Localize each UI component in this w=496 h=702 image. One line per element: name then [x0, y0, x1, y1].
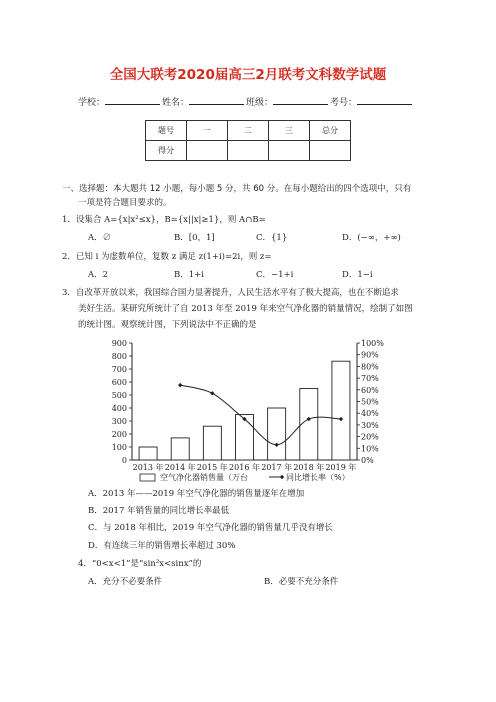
- right-tick-label: 60%: [361, 385, 379, 395]
- left-tick-label: 0: [121, 456, 127, 465]
- q2-option-b: B．1+i: [174, 270, 204, 280]
- sales-bar: [171, 438, 189, 460]
- sales-bar: [236, 415, 254, 461]
- q1-option-d: D．(−∞，+∞): [342, 233, 401, 243]
- score-cell: [228, 141, 269, 161]
- right-tick-label: 20%: [361, 432, 379, 442]
- section1-heading-line1: 一、选择题：本大题共 12 小题，每小题 5 分，共 60 分。在每小题给出的四个选项中，只有: [62, 184, 412, 194]
- score-cell: [310, 141, 351, 161]
- score-cell: [269, 141, 310, 161]
- legend-bar-swatch: [140, 474, 155, 481]
- left-tick-label: 700: [111, 365, 127, 374]
- school-label: 学校：: [78, 98, 106, 108]
- q3-stem-line3: 的统计图。观察统计图，下列说法中不正确的是: [78, 320, 257, 330]
- q3-option-c: C．与 2018 年相比，2019 年空气净化器的销售量几乎没有增长: [88, 523, 333, 533]
- right-tick-label: 10%: [361, 444, 379, 454]
- legend-bar-label: 空气净化器销售量（万台: [160, 473, 248, 482]
- legend-line-marker: [280, 475, 284, 479]
- right-tick-label: 80%: [361, 362, 379, 372]
- q3-option-a: A．2013 年——2019 年空气净化器的销售量逐年在增加: [88, 489, 305, 499]
- x-tick-label: 2015 年: [196, 463, 228, 472]
- score-header-cell: 一: [187, 121, 228, 141]
- left-tick-label: 300: [111, 417, 127, 426]
- x-tick-label: 2018 年: [293, 463, 325, 472]
- sales-bar: [203, 426, 221, 460]
- x-tick-label: 2019 年: [325, 463, 357, 472]
- id-label: 考号：: [330, 98, 358, 108]
- growth-rate-point: [307, 417, 311, 421]
- left-tick-label: 500: [111, 391, 127, 400]
- x-tick-label: 2017 年: [261, 463, 293, 472]
- id-blank: [357, 95, 412, 105]
- right-tick-label: 100%: [361, 339, 384, 348]
- q1-stem: 1．设集合 A={x|x²≤x}，B={x||x|≥1}，则 A∩B=: [62, 215, 266, 225]
- right-tick-label: 70%: [361, 374, 379, 384]
- q1-option-a: A．∅: [88, 233, 112, 243]
- score-table-score-row: [146, 141, 351, 161]
- section1-heading-line2: 一项是符合题目要求的。: [78, 198, 172, 208]
- q1-option-c: C．{1}: [256, 233, 288, 243]
- x-tick-label: 2016 年: [229, 463, 260, 472]
- q3-option-d: D．有连续三年的销售增长率超过 30%: [88, 541, 236, 551]
- name-label: 姓名：: [162, 98, 190, 108]
- growth-rate-point: [178, 383, 182, 387]
- score-header-cell: 题号: [146, 121, 187, 141]
- sales-bar: [332, 361, 350, 460]
- score-header-cell: 三: [269, 121, 310, 141]
- growth-rate-point: [242, 417, 246, 421]
- q3-stem-line1: 3．自改革开放以来，我国综合国力显著提升，人民生活水平有了极大提高，也在不断追求: [62, 288, 399, 298]
- q4-stem: 4．“0<x<1”是“sin²x<sinx”的: [78, 559, 202, 569]
- score-table: [145, 120, 351, 161]
- left-tick-label: 900: [111, 339, 127, 348]
- x-tick-label: 2014 年: [164, 463, 196, 472]
- right-tick-label: 30%: [361, 420, 379, 430]
- x-tick-label: 2013 年: [132, 463, 164, 472]
- left-tick-label: 600: [111, 378, 127, 387]
- legend-line-label: 同比增长率（%）: [286, 473, 350, 482]
- q3-stem-line2: 美好生活。某研究所统计了自 2013 年至 2019 年来空气净化器的销量情况，绘制了如图: [78, 304, 413, 314]
- page-title: 全国大联考2020届高三2月联考文科数学试题: [109, 67, 387, 83]
- score-header-cell: 总分: [310, 121, 351, 141]
- growth-rate-point: [339, 417, 343, 421]
- q4-option-b: B．必要不充分条件: [264, 577, 339, 587]
- school-blank: [105, 95, 160, 105]
- q2-option-a: A．2: [88, 270, 109, 280]
- q3-option-b: B．2017 年销售量的同比增长率最低: [88, 506, 230, 516]
- q2-option-d: D．1−i: [342, 270, 373, 280]
- left-tick-label: 800: [111, 352, 127, 361]
- score-header-cell: 二: [228, 121, 269, 141]
- left-tick-label: 100: [111, 443, 127, 452]
- right-tick-label: 90%: [361, 350, 379, 360]
- score-cell: [187, 141, 228, 161]
- q2-option-c: C．−1+i: [256, 270, 294, 280]
- left-tick-label: 400: [111, 404, 127, 413]
- class-label: 班级：: [246, 98, 274, 108]
- right-tick-label: 0%: [361, 456, 374, 465]
- right-tick-label: 50%: [361, 397, 379, 407]
- sales-bar: [268, 408, 286, 460]
- growth-rate-point: [210, 391, 214, 395]
- left-tick-label: 200: [111, 430, 127, 439]
- score-row-label: 得分: [146, 141, 187, 161]
- sales-bar: [139, 447, 157, 460]
- score-table-header-row: [146, 121, 351, 141]
- q1-option-b: B．[0，1]: [174, 233, 215, 243]
- q2-stem: 2．已知 i 为虚数单位，复数 z 满足 z(1+i)=2i，则 z=: [62, 252, 272, 262]
- q4-option-a: A．充分不必要条件: [88, 577, 163, 587]
- growth-rate-line: [180, 385, 341, 445]
- sales-bar: [300, 389, 318, 461]
- growth-rate-point: [274, 443, 278, 447]
- student-info-line: [78, 95, 414, 108]
- right-tick-label: 40%: [361, 409, 379, 419]
- name-blank: [189, 95, 244, 105]
- class-blank: [273, 95, 328, 105]
